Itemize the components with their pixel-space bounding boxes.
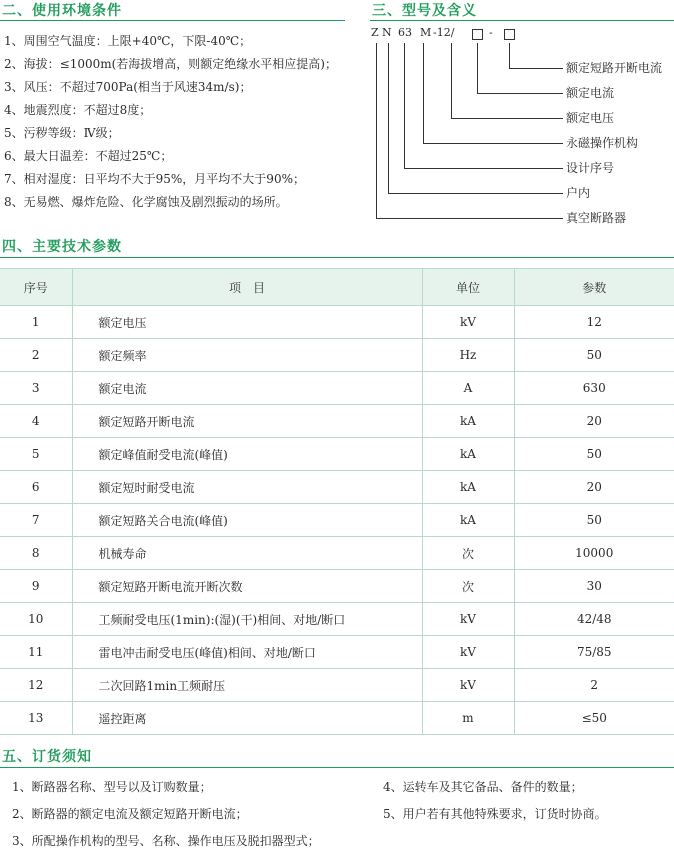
cell-item: 额定短路开断电流开断次数 (72, 570, 422, 603)
cell-no: 3 (0, 372, 72, 405)
cell-value: 50 (514, 339, 674, 372)
table-row (0, 537, 674, 570)
model-connector (451, 43, 452, 118)
table-row (0, 669, 674, 702)
params-table (0, 268, 674, 735)
cell-value: ≤50 (514, 702, 674, 735)
cell-no: 5 (0, 438, 72, 471)
model-label: 额定电流 (566, 86, 615, 100)
table-row (0, 339, 674, 372)
model-connector (509, 68, 563, 69)
cell-item: 额定电流 (72, 372, 422, 405)
order-item: 5、用户若有其他特殊要求，订货时协商。 (383, 807, 607, 821)
order-item: 4、运转车及其它备品、备件的数量； (383, 780, 583, 794)
cell-no: 7 (0, 504, 72, 537)
cell-unit: kV (422, 306, 514, 339)
params-title: 四、主要技术参数 (2, 239, 122, 255)
model-rule (370, 20, 674, 21)
cell-value: 42/48 (514, 603, 674, 636)
cell-no: 8 (0, 537, 72, 570)
order-list-left (12, 774, 320, 855)
model-connector (388, 43, 389, 193)
cell-no: 9 (0, 570, 72, 603)
cell-value: 20 (514, 405, 674, 438)
conditions-title: 二、使用环境条件 (2, 3, 122, 19)
cell-item: 额定峰值耐受电流(峰值) (72, 438, 422, 471)
order-item: 2、断路器的额定电流及额定短路开断电流； (12, 807, 248, 821)
order-title: 五、订货须知 (2, 749, 92, 765)
order-list-right (383, 774, 607, 828)
model-connector (451, 118, 563, 119)
cell-unit: kV (422, 636, 514, 669)
cell-item: 额定短路关合电流(峰值) (72, 504, 422, 537)
table-row (0, 636, 674, 669)
model-connector (404, 168, 563, 169)
table-header-row (0, 269, 674, 306)
header-unit: 单位 (422, 269, 514, 306)
table-row (0, 372, 674, 405)
model-connector (477, 93, 563, 94)
model-connector (376, 218, 563, 219)
cell-item: 雷电冲击耐受电压(峰值)相间、对地/断口 (72, 636, 422, 669)
cell-unit: A (422, 372, 514, 405)
cell-unit: kV (422, 669, 514, 702)
table-row (0, 438, 674, 471)
cell-unit: kA (422, 504, 514, 537)
model-connector (376, 43, 377, 218)
model-char-dash: - (489, 26, 493, 39)
table-row (0, 471, 674, 504)
model-char-m: M (420, 26, 432, 39)
model-placeholder-box (504, 29, 515, 40)
cell-value: 75/85 (514, 636, 674, 669)
condition-item: 7、相对湿度：日平均不大于95%，月平均不大于90%； (4, 172, 305, 186)
cell-value: 30 (514, 570, 674, 603)
cell-item: 机械寿命 (72, 537, 422, 570)
model-connector (477, 43, 478, 93)
cell-no: 10 (0, 603, 72, 636)
cell-no: 11 (0, 636, 72, 669)
cell-no: 13 (0, 702, 72, 735)
cell-unit: 次 (422, 537, 514, 570)
model-label: 真空断路器 (566, 211, 627, 225)
order-rule (0, 767, 674, 768)
params-rule (0, 257, 674, 258)
order-item: 1、断路器名称、型号以及订购数量； (12, 780, 212, 794)
cell-item: 额定电压 (72, 306, 422, 339)
model-placeholder-box (472, 29, 483, 40)
cell-item: 额定频率 (72, 339, 422, 372)
condition-item: 6、最大日温差：不超过25℃； (4, 149, 173, 163)
table-row (0, 504, 674, 537)
cell-unit: kV (422, 603, 514, 636)
model-label: 永磁操作机构 (566, 136, 639, 150)
cell-no: 4 (0, 405, 72, 438)
model-label: 额定电压 (566, 111, 615, 125)
order-item: 3、所配操作机构的型号、名称、操作电压及脱扣器型式； (12, 834, 320, 848)
table-row (0, 405, 674, 438)
conditions-rule (0, 20, 345, 21)
cell-unit: 次 (422, 570, 514, 603)
header-value: 参数 (514, 269, 674, 306)
condition-item: 2、海拔：≤1000m(若海拔增高，则额定绝缘水平相应提高)； (4, 57, 337, 71)
cell-value: 12 (514, 306, 674, 339)
cell-value: 50 (514, 438, 674, 471)
cell-no: 12 (0, 669, 72, 702)
cell-item: 工频耐受电压(1min):(湿)(干)相间、对地/断口 (72, 603, 422, 636)
cell-no: 1 (0, 306, 72, 339)
cell-value: 50 (514, 504, 674, 537)
cell-value: 630 (514, 372, 674, 405)
table-row (0, 702, 674, 735)
cell-value: 2 (514, 669, 674, 702)
model-title: 三、型号及含义 (372, 3, 477, 19)
cell-no: 2 (0, 339, 72, 372)
cell-item: 额定短路开断电流 (72, 405, 422, 438)
header-no: 序号 (0, 269, 72, 306)
cell-unit: kA (422, 438, 514, 471)
cell-item: 遥控距离 (72, 702, 422, 735)
cell-unit: kA (422, 405, 514, 438)
table-row (0, 570, 674, 603)
table-row (0, 306, 674, 339)
cell-unit: m (422, 702, 514, 735)
header-item: 项 目 (72, 269, 422, 306)
model-label: 户内 (566, 186, 591, 200)
condition-item: 3、风压：不超过700Pa(相当于风速34m/s)； (4, 80, 252, 94)
cell-unit: Hz (422, 339, 514, 372)
model-char-rated: -12/ (433, 26, 455, 39)
model-connector (509, 43, 510, 68)
model-connector (388, 193, 563, 194)
condition-item: 1、周围空气温度：上限+40℃，下限-40℃； (4, 34, 252, 48)
cell-no: 6 (0, 471, 72, 504)
cell-value: 20 (514, 471, 674, 504)
model-label: 设计序号 (566, 161, 615, 175)
model-char-n: N (382, 26, 392, 39)
cell-item: 二次回路1min工频耐压 (72, 669, 422, 702)
cell-unit: kA (422, 471, 514, 504)
cell-value: 10000 (514, 537, 674, 570)
model-char-z: Z (371, 26, 379, 39)
conditions-list (4, 30, 337, 214)
condition-item: 8、无易燃、爆炸危险、化学腐蚀及剧烈振动的场所。 (4, 195, 288, 209)
condition-item: 4、地震烈度：不超过8度； (4, 103, 152, 117)
cell-item: 额定短时耐受电流 (72, 471, 422, 504)
model-connector (423, 43, 424, 143)
condition-item: 5、污秽等级：Ⅳ级； (4, 126, 120, 140)
table-row (0, 603, 674, 636)
model-connector (404, 43, 405, 168)
model-connector (423, 143, 563, 144)
model-label: 额定短路开断电流 (566, 61, 663, 75)
model-char-num: 63 (398, 26, 412, 39)
